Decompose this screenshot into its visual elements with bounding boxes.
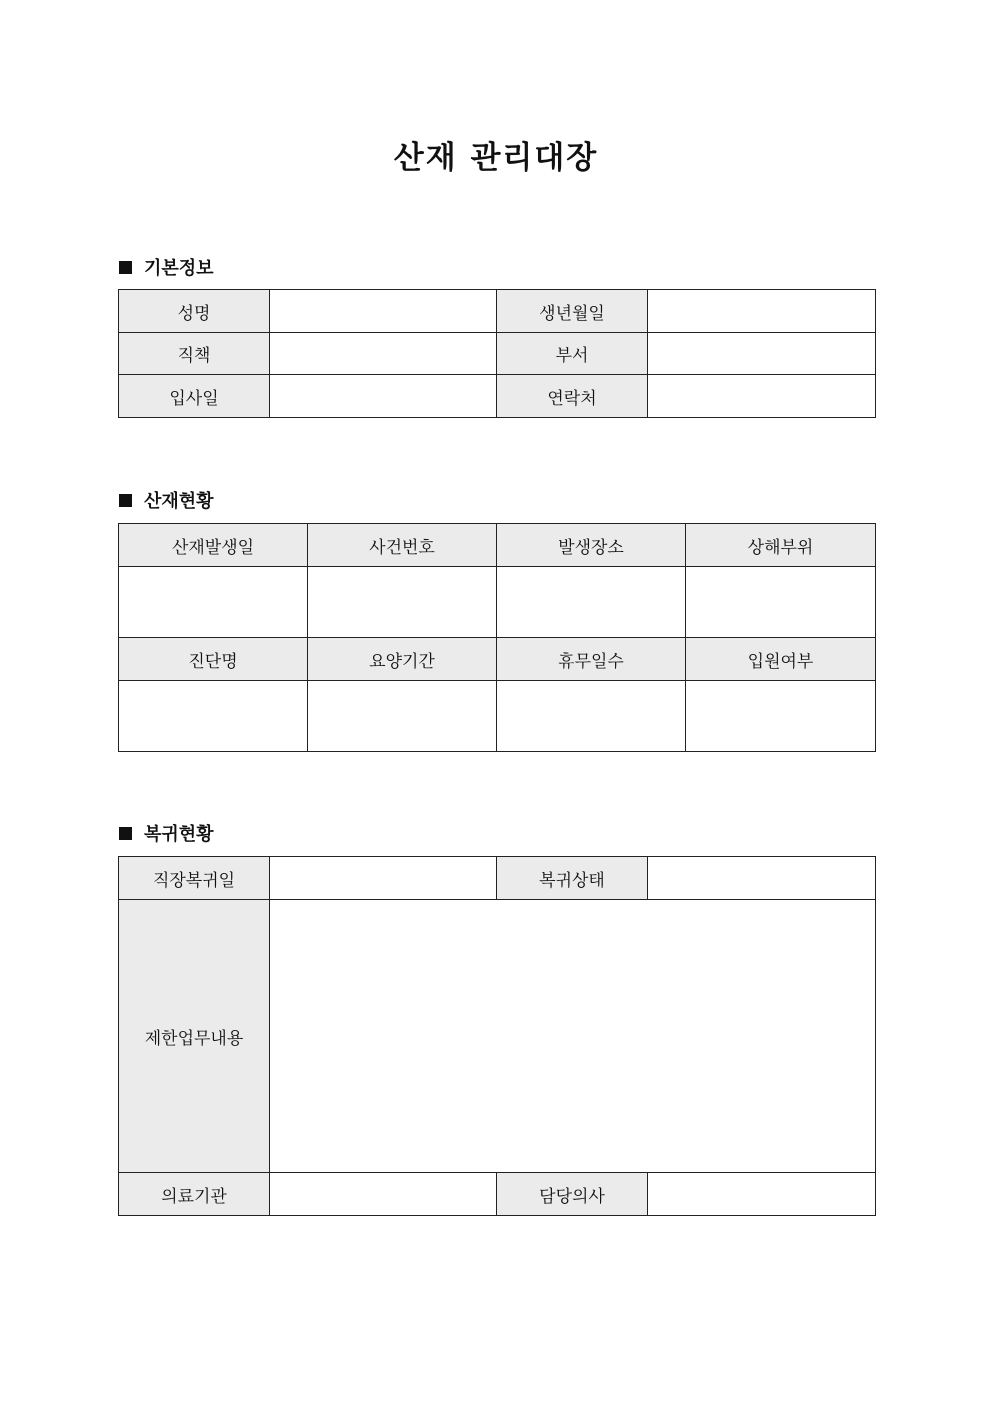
doctor-label: 담당의사: [497, 1173, 648, 1216]
care-period-field[interactable]: [308, 681, 497, 752]
section-heading-return-label: 복귀현황: [144, 824, 214, 845]
contact-field[interactable]: [648, 375, 876, 418]
section-heading-return: [119, 820, 214, 846]
contact-label: 연락처: [497, 375, 648, 418]
diagnosis-field[interactable]: [119, 681, 308, 752]
restricted-duties-label: 제한업무내용: [119, 900, 270, 1173]
table-row: [119, 524, 876, 567]
hire-date-field[interactable]: [270, 375, 497, 418]
section-heading-accident-label: 산재현황: [144, 491, 214, 512]
accident-date-field[interactable]: [119, 567, 308, 638]
table-row: [119, 567, 876, 638]
square-bullet-icon: [119, 261, 132, 274]
square-bullet-icon: [119, 827, 132, 840]
doctor-field[interactable]: [648, 1173, 876, 1216]
place-label: 발생장소: [497, 524, 686, 567]
birth-label: 생년월일: [497, 290, 648, 333]
injury-part-field[interactable]: [686, 567, 876, 638]
return-date-field[interactable]: [270, 857, 497, 900]
table-row: [119, 333, 876, 375]
table-row: [119, 681, 876, 752]
accident-status-table: [118, 523, 876, 752]
return-status-table: [118, 856, 876, 1216]
department-field[interactable]: [648, 333, 876, 375]
leave-days-label: 휴무일수: [497, 638, 686, 681]
basic-info-table: [118, 289, 876, 418]
medical-institution-field[interactable]: [270, 1173, 497, 1216]
table-row: [119, 1173, 876, 1216]
position-label: 직책: [119, 333, 270, 375]
case-number-label: 사건번호: [308, 524, 497, 567]
diagnosis-label: 진단명: [119, 638, 308, 681]
leave-days-field[interactable]: [497, 681, 686, 752]
table-row: [119, 638, 876, 681]
medical-institution-label: 의료기관: [119, 1173, 270, 1216]
table-row: [119, 290, 876, 333]
table-row: [119, 375, 876, 418]
page-title: 산재 관리대장: [393, 140, 599, 176]
section-heading-basic: [119, 254, 214, 280]
care-period-label: 요양기간: [308, 638, 497, 681]
restricted-duties-field[interactable]: [270, 900, 876, 1173]
table-row: [119, 857, 876, 900]
name-field[interactable]: [270, 290, 497, 333]
hire-date-label: 입사일: [119, 375, 270, 418]
return-date-label: 직장복귀일: [119, 857, 270, 900]
return-status-label: 복귀상태: [497, 857, 648, 900]
square-bullet-icon: [119, 494, 132, 507]
section-heading-accident: [119, 487, 214, 513]
hospitalized-field[interactable]: [686, 681, 876, 752]
name-label: 성명: [119, 290, 270, 333]
position-field[interactable]: [270, 333, 497, 375]
table-row: [119, 900, 876, 1173]
hospitalized-label: 입원여부: [686, 638, 876, 681]
department-label: 부서: [497, 333, 648, 375]
place-field[interactable]: [497, 567, 686, 638]
return-status-field[interactable]: [648, 857, 876, 900]
accident-date-label: 산재발생일: [119, 524, 308, 567]
birth-field[interactable]: [648, 290, 876, 333]
injury-part-label: 상해부위: [686, 524, 876, 567]
section-heading-basic-label: 기본정보: [144, 258, 214, 279]
case-number-field[interactable]: [308, 567, 497, 638]
